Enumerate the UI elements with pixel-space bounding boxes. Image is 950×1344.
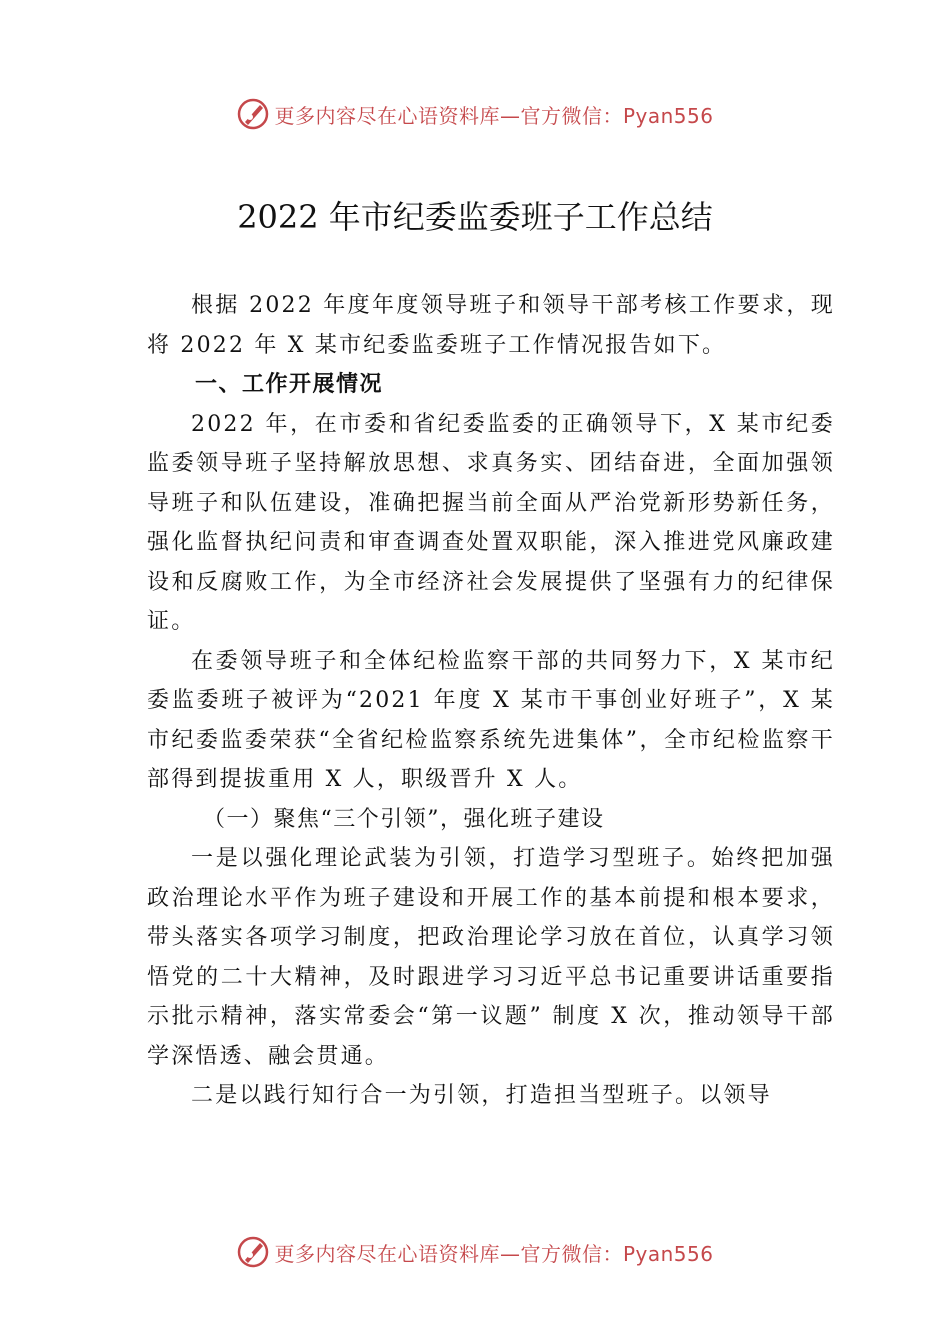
banner-wechat: —官方微信：Pyan556 bbox=[499, 1241, 714, 1266]
footer-banner bbox=[0, 1232, 950, 1272]
paragraph: 二是以践行知行合一为引领，打造担当型班子。以领导 bbox=[191, 1083, 772, 1108]
banner-wechat: —官方微信：Pyan556 bbox=[499, 103, 714, 128]
banner-site-name: 更多内容尽在心语资料库 bbox=[274, 1241, 500, 1266]
paragraph: 2022 年，在市委和省纪委监委的正确领导下，X 某市纪委监委领导班子坚持解放思想、求真务实、团结奋进，全面加强领导班子和队伍建设，准确把握当前全面从严治党新形势新任务，强化监督执纪问责和审查调查处置双职能，深入推进党风廉政建设和反腐败工作，为全市经济社会发展提供了坚强有力的纪律保证。 bbox=[147, 411, 835, 634]
pen-logo-icon bbox=[236, 97, 270, 131]
paragraph: 在委领导班子和全体纪检监察干部的共同努力下，X 某市纪委监委班子被评为“2021 年度 X 某市干事创业好班子”，X 某市纪委监委荣获“全省纪检监察系统先进集体”，全市纪检监察干部得到提拔重用 X 人，职级晋升 X 人。 bbox=[147, 648, 835, 792]
header-banner bbox=[0, 94, 950, 134]
intro-paragraph: 根据 2022 年度年度领导班子和领导干部考核工作要求，现将 2022 年 X 某市纪委监委班子工作情况报告如下。 bbox=[147, 293, 835, 358]
section-heading: 一、工作开展情况 bbox=[195, 372, 384, 397]
document-body bbox=[147, 286, 835, 1116]
document-title: 2022 年市纪委监委班子工作总结 bbox=[237, 198, 713, 236]
paragraph: 一是以强化理论武装为引领，打造学习型班子。始终把加强政治理论水平作为班子建设和开展工作的基本前提和根本要求，带头落实各项学习制度，把政治理论学习放在首位，认真学习领悟党的二十大精神，及时跟进学习习近平总书记重要讲话重要指示批示精神，落实常委会“第一议题” 制度 X 次，推动领导干部学深悟透、融会贯通。 bbox=[147, 846, 835, 1069]
banner-site-name: 更多内容尽在心语资料库 bbox=[274, 103, 500, 128]
subsection-heading: （一）聚焦“三个引领”，强化班子建设 bbox=[203, 806, 605, 832]
pen-logo-icon bbox=[236, 1235, 270, 1269]
